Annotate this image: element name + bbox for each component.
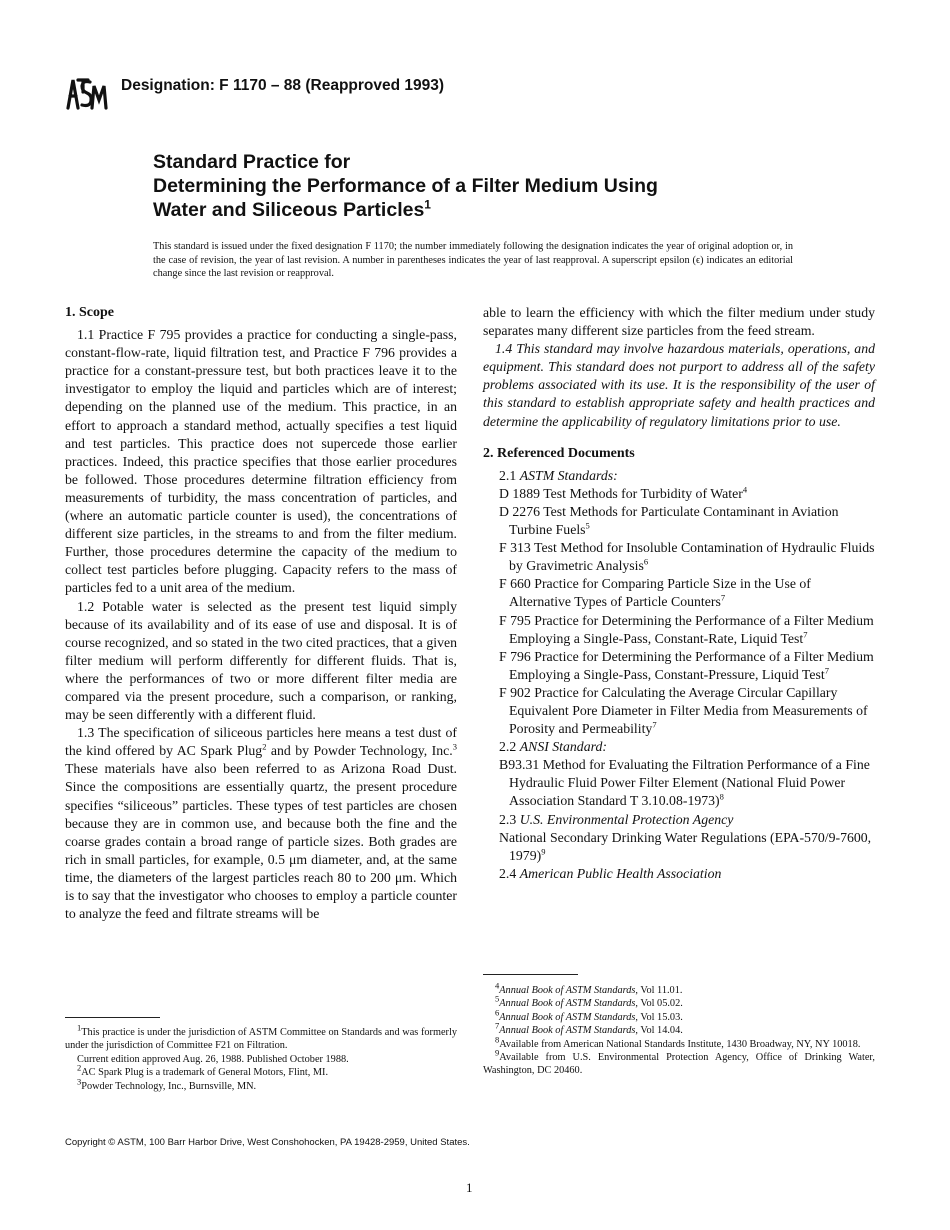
footnote: $^1$This practice is under the jurisdiction of ASTM Committee on Standards and was formerly under the jurisdiction of Committee F21 on Filtration.: [65, 1022, 457, 1052]
paragraph-1-2: 1.2 Potable water is selected as the present test liquid simply because of its availability and of its ease of use and disposal. It is of course recognized, and so stated in the two cited practices, that a given filter medium will perform differently for different fluids. That is, where the performances of two or more different filter media are compared via the present procedure, such a comparison, or ranking, may be seen differently with a different fluid.: [65, 598, 457, 723]
footnotes-left: [65, 1022, 457, 1093]
title-line-1: Standard Practice for: [153, 151, 351, 173]
subsection-2-2: 2.2 ANSI Standard:: [499, 739, 607, 755]
paragraph-1-3-continued: able to learn the efficiency with which the filter medium under study separates many different size particles from the feed stream.: [483, 305, 875, 339]
footnote: Current edition approved Aug. 26, 1988. Published October 1988.: [77, 1053, 349, 1065]
paragraph-1-1: 1.1 Practice F 795 provides a practice for conducting a single-pass, constant-flow-rate, liquid filtration test, and Practice F 796 provides a practice for a constant-pressure test, but both practices leave it to the investigator to employ the liquid and particles which are of interest; depending on the planned use of the medium. This practice, in an effort to approach a standard method, actually specifies a test liquid and test particles. This practice does not supercede those earlier practices. Indeed, this practice specifies that those earlier procedures be followed. Those procedures determine filtration efficiency from measurements of turbidity, the mass concentration of particles, and (where an automatic particle counter is used), the concentrations of different size particles, in the streams to and from the filter medium. Further, those procedures determine the capacity of the medium to collect test particles before plugging. Capacity refers to the mass of particles fed to a unit area of the medium.: [65, 327, 457, 596]
section-heading-referenced-documents: 2. Referenced Documents: [483, 445, 635, 461]
title-line-3: Water and Siliceous Particles$^1$: [153, 197, 431, 221]
footnotes-right: [483, 980, 875, 1078]
reference-item: F 660 Practice for Comparing Particle Size in the Use of Alternative Types of Particle Counters$^7$: [499, 576, 811, 610]
reference-item: F 795 Practice for Determining the Performance of a Filter Medium Employing a Single-Pass, Constant-Rate, Liquid Test$^7$: [499, 612, 874, 646]
issuance-notice: This standard is issued under the fixed designation F 1170; the number immediately following the designation indicates the year of original adoption or, in the case of revision, the year of last revision. A number in parentheses indicates the year of last reapproval. A superscript epsilon (ϵ) indicates an editorial change since the last revision or reapproval.: [153, 241, 793, 279]
subsection-2-1: 2.1 ASTM Standards:: [499, 467, 618, 483]
astm-standards-list: [483, 485, 875, 738]
footnote: $^4$Annual Book of ASTM Standards, Vol 11.01.: [495, 980, 683, 996]
footnote-divider-right: [483, 974, 578, 975]
paragraph-1-3: 1.3 The specification of siliceous particles here means a test dust of the kind offered by AC Spark Plug$^2$ and by Powder Technology, Inc.$^3$ These materials have also been referred to as Arizona Road Dust. Since the compositions are essentially quartz, the present procedure specifies “siliceous” particles. These types of test particles are chosen because they are in common use, and because both the fine and the coarse grades contain a broad range of particle sizes. Both grades are rich in small particles, for example, 0.5 μm diameter, and, at the same time, the diameters of the largest particles reach 80 to 200 μm. Which is to say that the investigator who chooses to employ a particle counter to analyze the feed and filtrate streams will be: [65, 725, 457, 922]
paragraph-1-4: 1.4 This standard may involve hazardous materials, operations, and equipment. This standard does not purport to address all of the safety problems associated with its use. It is the responsibility of the user of this standard to establish appropriate safety and health practices and determine the applicability of regulatory limitations prior to use.: [483, 341, 875, 429]
right-column: [483, 304, 875, 883]
footnote: $^3$Powder Technology, Inc., Burnsville, MN.: [77, 1076, 257, 1092]
footnote: $^7$Annual Book of ASTM Standards, Vol 14.04.: [495, 1020, 683, 1037]
copyright-notice: Copyright © ASTM, 100 Barr Harbor Drive, West Conshohocken, PA 19428-2959, United States.: [65, 1137, 470, 1148]
title-footnote-mark: 1: [424, 197, 431, 212]
reference-item-epa: National Secondary Drinking Water Regulations (EPA-570/9-7600, 1979)$^9$: [499, 829, 872, 863]
subsection-2-3: 2.3 U.S. Environmental Protection Agency: [499, 811, 734, 827]
footnote: $^9$Available from U.S. Environmental Protection Agency, Office of Drinking Water, Washington, DC 20460.: [483, 1047, 875, 1077]
footnote: $^2$AC Spark Plug is a trademark of General Motors, Flint, MI.: [77, 1062, 329, 1079]
reference-item: F 796 Practice for Determining the Performance of a Filter Medium Employing a Single-Pass, Constant-Pressure, Liquid Test$^7$: [499, 648, 874, 682]
subsection-2-4: 2.4 American Public Health Association: [499, 865, 722, 881]
footnote: $^5$Annual Book of ASTM Standards, Vol 05.02.: [495, 993, 683, 1010]
footnote: $^8$Available from American National Standards Institute, 1430 Broadway, NY, NY 10018.: [495, 1034, 861, 1050]
footnote-divider-left: [65, 1017, 160, 1018]
footnote: $^6$Annual Book of ASTM Standards, Vol 15.03.: [495, 1007, 683, 1023]
reference-item: F 902 Practice for Calculating the Average Circular Capillary Equivalent Pore Diameter in Filter Media from Measurements of Porosity and Permeability$^7$: [499, 684, 868, 737]
reference-item: D 1889 Test Methods for Turbidity of Water$^4$: [499, 484, 748, 501]
reference-item-ansi: B93.31 Method for Evaluating the Filtration Performance of a Fine Hydraulic Fluid Power Filter Element (National Fluid Power Association Standard T 3.10.08-1973)$^8$: [499, 757, 870, 809]
astm-logo: [64, 72, 108, 116]
page-number: 1: [466, 1180, 473, 1195]
left-column: [65, 304, 457, 923]
designation: Designation: F 1170 – 88 (Reapproved 1993): [121, 77, 445, 94]
reference-item: F 313 Test Method for Insoluble Contamination of Hydraulic Fluids by Gravimetric Analysis$^6$: [499, 540, 875, 574]
reference-item: D 2276 Test Methods for Particulate Contaminant in Aviation Turbine Fuels$^5$: [499, 503, 839, 538]
title-line-2: Determining the Performance of a Filter Medium Using: [153, 175, 658, 197]
document-title: [153, 150, 853, 222]
section-heading-scope: 1. Scope: [65, 305, 114, 320]
